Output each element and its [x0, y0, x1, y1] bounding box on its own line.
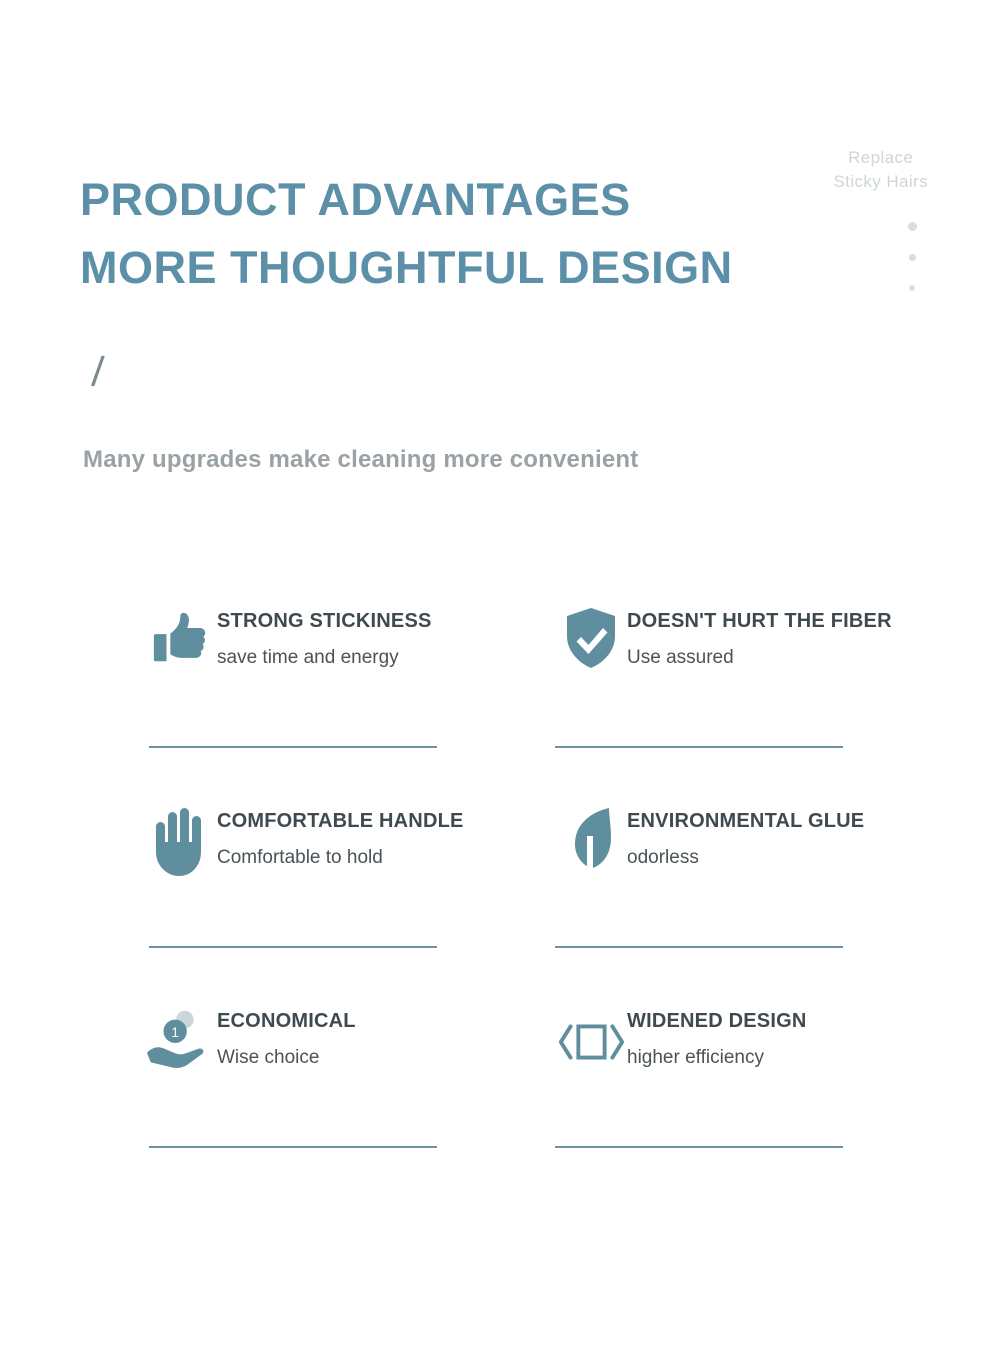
feature-item-widened-design — [555, 996, 855, 1196]
feature-title: ENVIRONMENTAL GLUE — [627, 810, 865, 832]
feature-title: DOESN'T HURT THE FIBER — [627, 610, 892, 632]
page-title — [80, 166, 733, 302]
feature-title: WIDENED DESIGN — [627, 1010, 807, 1032]
dot-icon — [909, 285, 915, 291]
divider — [149, 946, 437, 948]
feature-grid — [145, 596, 892, 1196]
feature-subtitle: higher efficiency — [627, 1047, 764, 1068]
feature-title: COMFORTABLE HANDLE — [217, 810, 464, 832]
page-subtitle: Many upgrades make cleaning more convenient — [83, 446, 639, 473]
corner-note — [833, 146, 928, 194]
decorative-slash: / — [90, 347, 106, 396]
divider — [149, 1146, 437, 1148]
divider — [555, 946, 843, 948]
feature-subtitle: save time and energy — [217, 647, 399, 668]
feature-subtitle: Use assured — [627, 647, 734, 668]
feature-title: ECONOMICAL — [217, 1010, 356, 1032]
feature-subtitle: Wise choice — [217, 1047, 320, 1068]
feature-item-doesnt-hurt-fiber — [555, 596, 892, 796]
feature-subtitle: odorless — [627, 847, 699, 868]
hand-with-coin-icon — [145, 996, 217, 1088]
page-title-line2: MORE THOUGHTFUL DESIGN — [80, 242, 733, 293]
svg-text:1: 1 — [171, 1025, 179, 1041]
corner-dot-list — [902, 222, 922, 291]
leaf-icon — [555, 796, 627, 888]
divider — [555, 746, 843, 748]
dot-icon — [908, 222, 917, 231]
page-title-line1: PRODUCT ADVANTAGES — [80, 174, 631, 225]
thumbs-up-icon — [145, 596, 217, 680]
shield-check-icon — [555, 596, 627, 680]
feature-subtitle: Comfortable to hold — [217, 847, 383, 868]
feature-item-strong-stickiness — [145, 596, 555, 796]
width-arrows-icon — [555, 996, 627, 1088]
feature-item-economical — [145, 996, 555, 1196]
dot-icon — [909, 254, 916, 261]
hand-palm-icon — [145, 796, 217, 888]
divider — [149, 746, 437, 748]
corner-note-line1: Replace — [848, 148, 914, 167]
feature-item-comfortable-handle — [145, 796, 555, 996]
corner-note-line2: Sticky Hairs — [833, 172, 928, 191]
divider — [555, 1146, 843, 1148]
feature-item-environmental-glue — [555, 796, 865, 996]
feature-title: STRONG STICKINESS — [217, 610, 432, 632]
